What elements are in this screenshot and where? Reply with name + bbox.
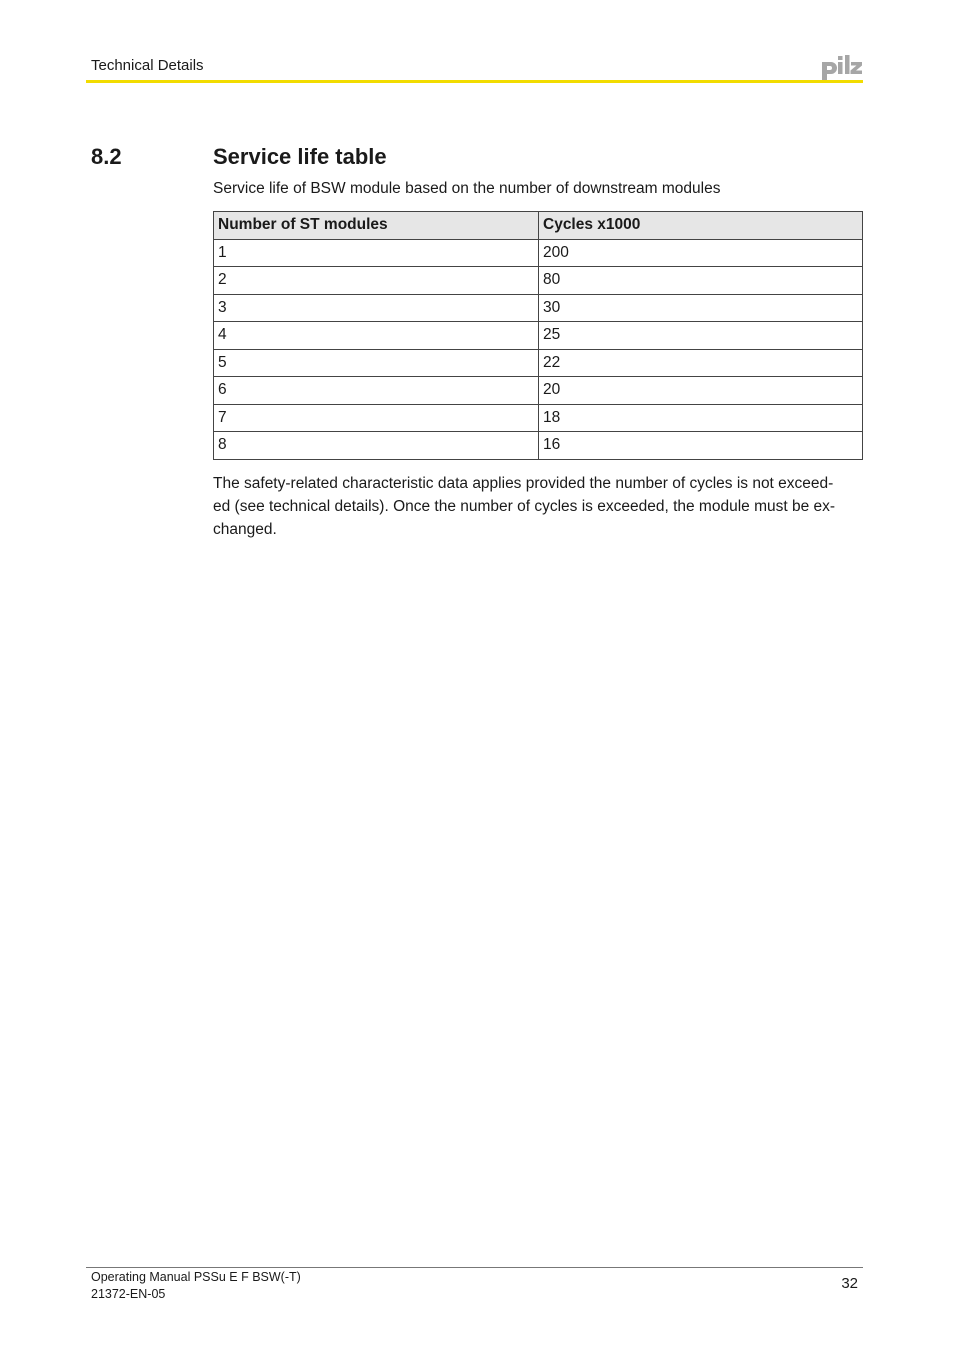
header-rule — [86, 80, 863, 83]
table-row — [214, 404, 863, 432]
table-cell: 6 — [214, 377, 539, 405]
paragraph-line: ed (see technical details). Once the number of cycles is exceeded, the module must be ex- — [213, 497, 836, 515]
table-cell: 20 — [539, 377, 863, 405]
footer-rule — [86, 1267, 863, 1268]
section-title: Service life table — [213, 144, 387, 169]
pilz-logo — [820, 54, 864, 80]
table-cell: 200 — [539, 239, 863, 267]
table-row — [214, 322, 863, 350]
footer-manual-title: Operating Manual PSSu E F BSW(-T) — [91, 1270, 301, 1284]
table-cell: 2 — [214, 267, 539, 295]
body-paragraph — [213, 473, 863, 541]
table-header-row — [214, 212, 863, 240]
table-cell: 16 — [539, 432, 863, 460]
service-life-table — [213, 211, 863, 460]
column-header-modules: Number of ST modules — [214, 212, 539, 240]
paragraph-line: The safety-related characteristic data applies provided the number of cycles is not exceed- — [213, 475, 834, 492]
table-cell: 3 — [214, 294, 539, 322]
table-row — [214, 432, 863, 460]
table-row — [214, 294, 863, 322]
table-cell: 7 — [214, 404, 539, 432]
table-cell: 5 — [214, 349, 539, 377]
paragraph-line: changed. — [213, 520, 277, 538]
table-cell: 8 — [214, 432, 539, 460]
footer-doc-number: 21372-EN-05 — [91, 1287, 166, 1301]
table-cell: 1 — [214, 239, 539, 267]
table-row — [214, 377, 863, 405]
table-row — [214, 349, 863, 377]
table-cell: 18 — [539, 404, 863, 432]
table-cell: 4 — [214, 322, 539, 350]
table-row — [214, 239, 863, 267]
running-header: Technical Details — [91, 57, 204, 74]
table-cell: 80 — [539, 267, 863, 295]
section-number: 8.2 — [91, 144, 122, 169]
page-number: 32 — [841, 1275, 858, 1292]
column-header-cycles: Cycles x1000 — [539, 212, 863, 240]
table-row — [214, 267, 863, 295]
table-cell: 30 — [539, 294, 863, 322]
section-intro: Service life of BSW module based on the number of downstream modules — [213, 180, 721, 197]
table-cell: 22 — [539, 349, 863, 377]
table-cell: 25 — [539, 322, 863, 350]
